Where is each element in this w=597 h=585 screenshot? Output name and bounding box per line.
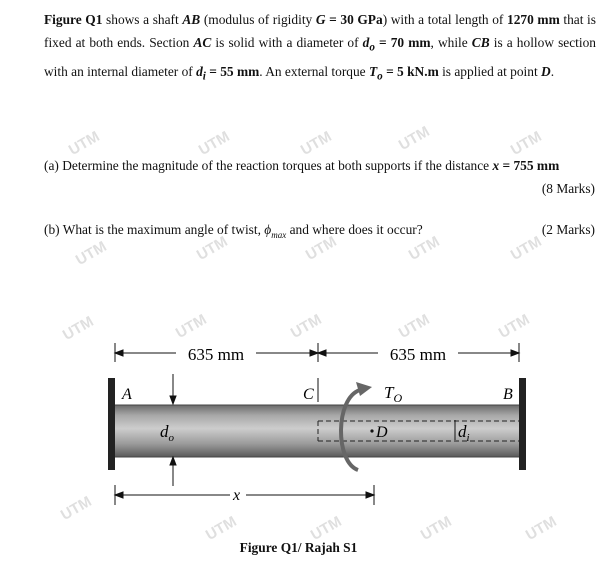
part-b-question: (b) What is the maximum angle of twist, $\phi_{max}$ and where does it occur? xyxy=(44,222,423,240)
watermark: UTM xyxy=(72,238,110,269)
watermark: UTM xyxy=(202,513,240,544)
right-wall xyxy=(519,378,526,470)
label-a: A xyxy=(122,386,132,403)
watermark: UTM xyxy=(172,311,210,342)
label-d: D xyxy=(376,424,388,441)
watermark: UTM xyxy=(193,233,231,264)
label-di: $d_i$ xyxy=(458,422,470,444)
watermark: UTM xyxy=(507,233,545,264)
part-a-marks: (8 Marks) xyxy=(541,181,595,196)
dim-left-label: 635 mm xyxy=(187,345,245,364)
watermark: UTM xyxy=(287,311,325,342)
question-intro: Figure Q1 shows a shaft AB (modulus of rigidity G = 30 GPa) with a total length of 1270 mm that is fixed at both ends. Section AC is solid with a diameter of $d_o = 70$ mm, while CB is a hollow section with an internal diameter of $d_i = 55$ mm. An external torque $T_o = 5$ kN.m is applied at point D. xyxy=(44,12,597,83)
part-b-marks: (2 Marks) xyxy=(541,222,595,237)
watermark: UTM xyxy=(395,311,433,342)
watermark: UTM xyxy=(417,513,455,544)
watermark: UTM xyxy=(522,513,560,544)
left-wall xyxy=(108,378,115,470)
watermark: UTM xyxy=(507,128,545,159)
watermark: UTM xyxy=(59,313,97,344)
label-c: C xyxy=(303,386,314,403)
label-to: $T_O$ xyxy=(384,383,403,405)
watermark: UTM xyxy=(405,233,443,264)
label-do: $d_o$ xyxy=(160,422,174,444)
watermark: UTM xyxy=(395,123,433,154)
watermark: UTM xyxy=(302,233,340,264)
dim-right-label: 635 mm xyxy=(389,345,447,364)
watermark: UTM xyxy=(195,128,233,159)
watermark: UTM xyxy=(65,128,103,159)
label-x: x xyxy=(233,487,241,504)
part-a-question: (a) Determine the magnitude of the reaction torques at both supports if the distance x = 755 mm xyxy=(44,158,560,173)
label-b: B xyxy=(503,386,513,403)
watermark: UTM xyxy=(297,128,335,159)
point-d-marker xyxy=(370,429,373,432)
figure-caption: Figure Q1/ Rajah S1 xyxy=(239,540,358,555)
torque-arrowhead xyxy=(356,382,372,396)
watermark: UTM xyxy=(307,513,345,544)
watermark: UTM xyxy=(495,311,533,342)
watermark: UTM xyxy=(57,493,95,524)
